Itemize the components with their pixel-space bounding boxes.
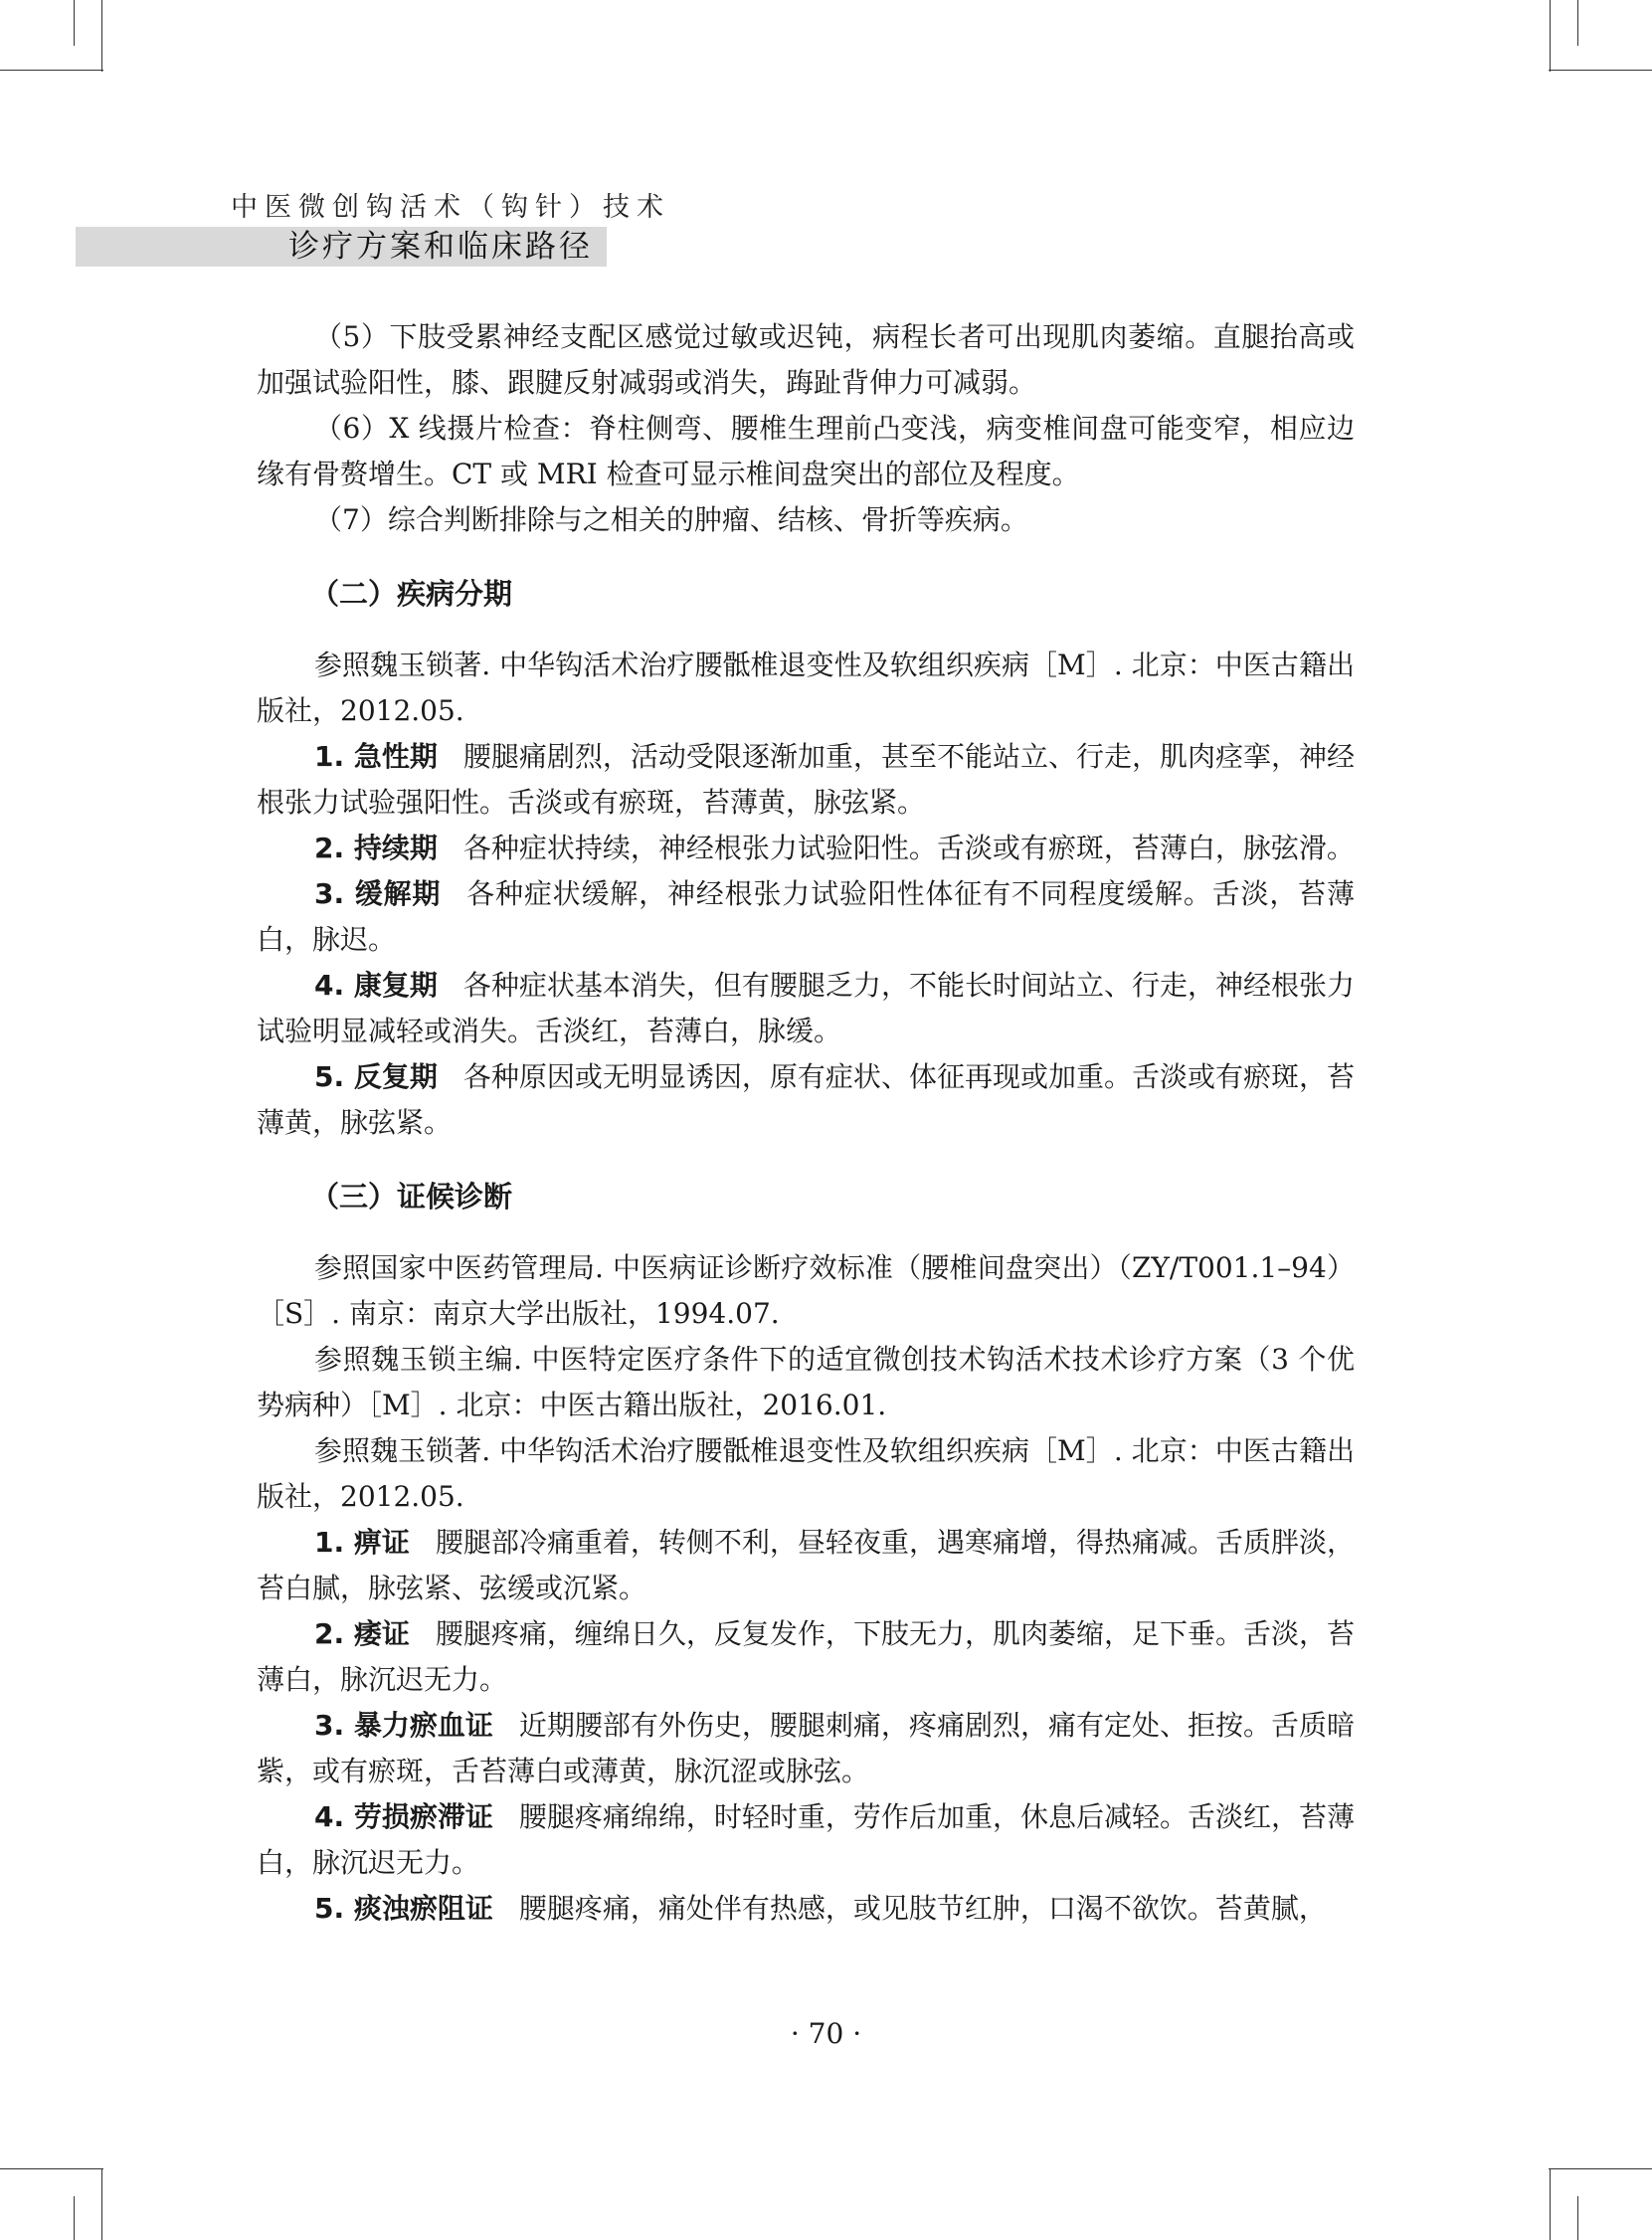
- series-title: 中医微创钩活术（钩针）技术: [231, 192, 670, 223]
- reference-paragraph: 参照国家中医药管理局. 中医病证诊断疗效标准（腰椎间盘突出）（ZY/T001.1–94）［S］. 南京：南京大学出版社，1994.07.: [257, 1251, 1355, 1330]
- paragraph: （7）综合判断排除与之相关的肿瘤、结核、骨折等疾病。: [314, 503, 1028, 536]
- syndrome-item: [257, 1703, 1355, 1794]
- section-heading-disease-staging: （二）疾病分期: [310, 577, 513, 611]
- paragraph: （5）下肢受累神经支配区感觉过敏或迟钝，病程长者可出现肌肉萎缩。直腿抬高或加强试验阳性，膝、跟腱反射减弱或消失，踇趾背伸力可减弱。: [257, 320, 1355, 399]
- stage-term: 4. 康复期: [314, 969, 438, 1002]
- stage-text: 各种症状持续，神经根张力试验阳性。舌淡或有瘀斑，苔薄白，脉弦滑。: [462, 832, 1355, 864]
- stage-text: 腰腿痛剧烈，活动受限逐渐加重，甚至不能站立、行走，肌肉痉挛，神经根张力试验强阳性。舌淡或有瘀斑，苔薄黄，脉弦紧。: [257, 740, 1355, 819]
- syndrome-term: 2. 痿证: [314, 1617, 410, 1650]
- reference-paragraph: 参照魏玉锁著. 中华钩活术治疗腰骶椎退变性及软组织疾病［M］. 北京：中医古籍出版社，2012.05.: [257, 649, 1355, 727]
- reference-paragraph: 参照魏玉锁著. 中华钩活术治疗腰骶椎退变性及软组织疾病［M］. 北京：中医古籍出版社，2012.05.: [257, 1434, 1355, 1513]
- book-title: 诊疗方案和临床路径: [288, 229, 593, 265]
- stage-item: [257, 734, 1355, 826]
- reference-paragraph: 参照魏玉锁主编. 中医特定医疗条件下的适宜微创技术钩活术技术诊疗方案（3 个优势病种）［M］. 北京：中医古籍出版社，2016.01.: [257, 1343, 1355, 1421]
- syndrome-text: 腰腿部冷痛重着，转侧不利，昼轻夜重，遇寒痛增，得热痛减。舌质胖淡，苔白腻，脉弦紧、弦缓或沉紧。: [257, 1526, 1355, 1604]
- stage-term: 3. 缓解期: [314, 877, 442, 910]
- syndrome-item: [257, 1886, 1355, 1932]
- stage-text: 各种症状基本消失，但有腰腿乏力，不能长时间站立、行走，神经根张力试验明显减轻或消失。舌淡红，苔薄白，脉缓。: [257, 969, 1355, 1047]
- syndrome-term: 3. 暴力瘀血证: [314, 1709, 493, 1742]
- syndrome-text: 腰腿疼痛，痛处伴有热感，或见肢节红肿，口渴不欲饮。苔黄腻，: [518, 1892, 1327, 1925]
- syndrome-item: [257, 1520, 1355, 1611]
- syndrome-text: 近期腰部有外伤史，腰腿刺痛，疼痛剧烈，痛有定处、拒按。舌质暗紫，或有瘀斑，舌苔薄白或薄黄，脉沉涩或脉弦。: [257, 1709, 1355, 1787]
- stage-item: [257, 963, 1355, 1054]
- syndrome-text: 腰腿疼痛，缠绵日久，反复发作，下肢无力，肌肉萎缩，足下垂。舌淡，苔薄白，脉沉迟无力。: [257, 1617, 1355, 1696]
- stage-text: 各种症状缓解，神经根张力试验阳性体征有不同程度缓解。舌淡，苔薄白，脉迟。: [257, 877, 1355, 956]
- syndrome-text: 腰腿疼痛绵绵，时轻时重，劳作后加重，休息后减轻。舌淡红，苔薄白，脉沉迟无力。: [257, 1800, 1355, 1879]
- stage-term: 2. 持续期: [314, 832, 438, 864]
- stage-term: 5. 反复期: [314, 1060, 438, 1093]
- stage-item: [257, 1054, 1355, 1146]
- stage-item: [257, 871, 1355, 963]
- stage-term: 1. 急性期: [314, 740, 438, 773]
- section-heading-syndrome-diagnosis: （三）证候诊断: [310, 1180, 513, 1213]
- paragraph: （6）X 线摄片检查：脊柱侧弯、腰椎生理前凸变浅，病变椎间盘可能变窄，相应边缘有骨赘增生。CT 或 MRI 检查可显示椎间盘突出的部位及程度。: [257, 412, 1355, 490]
- stage-item: [257, 826, 1355, 871]
- syndrome-item: [257, 1611, 1355, 1703]
- syndrome-term: 5. 痰浊瘀阻证: [314, 1892, 493, 1925]
- syndrome-term: 1. 痹证: [314, 1526, 410, 1559]
- syndrome-term: 4. 劳损瘀滞证: [314, 1800, 493, 1833]
- page-content: [257, 314, 1355, 1932]
- syndrome-item: [257, 1794, 1355, 1886]
- stage-text: 各种原因或无明显诱因，原有症状、体征再现或加重。舌淡或有瘀斑，苔薄黄，脉弦紧。: [257, 1060, 1355, 1139]
- page-number: · 70 ·: [790, 2017, 862, 2050]
